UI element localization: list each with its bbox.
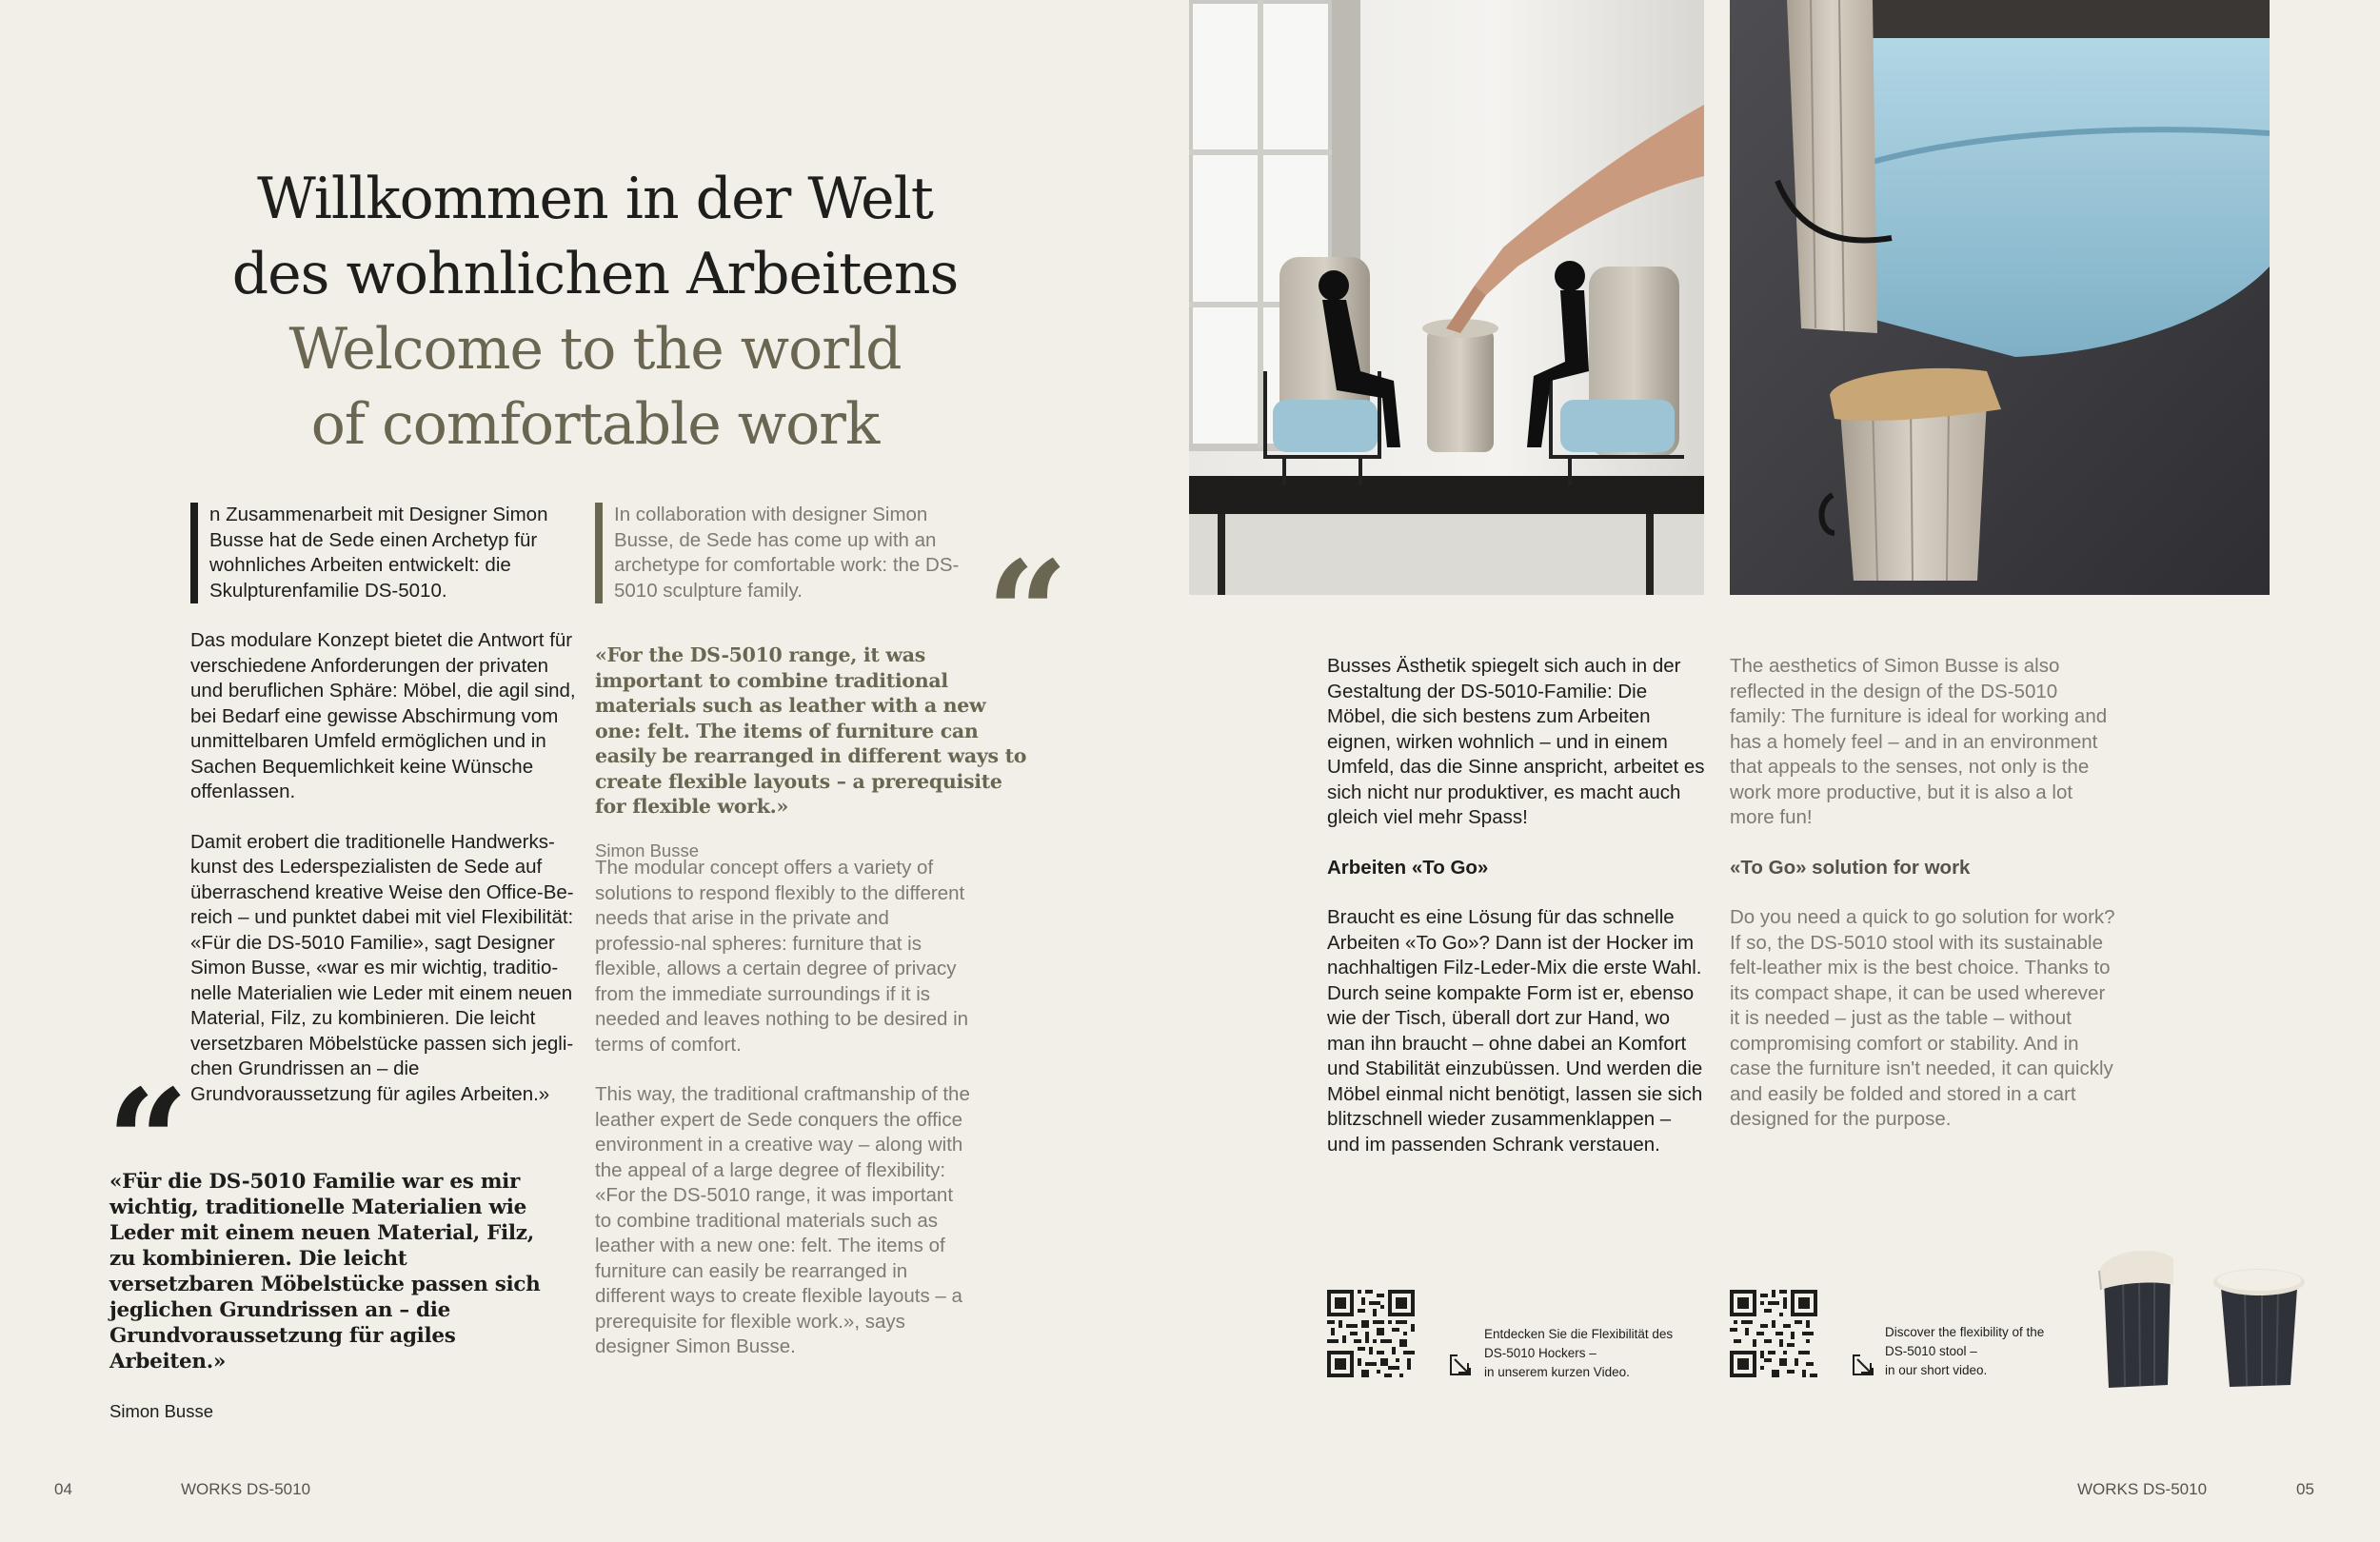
left-german-column: [190, 503, 576, 1132]
video-caption-de[interactable]: [1484, 1325, 1703, 1382]
paragraph-right-de-2: Braucht es eine Lösung für das schnelle Arbeiten «To Go»? Dann ist der Hocker im nachhaltigen Filz-Leder-Mix die erste Wahl. Durch seine kompakte Form ist er, ebenso wie der Tisch, überall dort zur Hand, wo man ihn braucht – ohne dabei an Komfort und Stabilität einzubüssen. Und werden die Möbel einmal nicht benötigt, lassen sie sich blitzschnell wieder zusammenklappen – und im passenden Schrank verstauen.: [1327, 906, 1703, 1156]
running-title-right: WORKS DS-5010: [2077, 1480, 2208, 1498]
left-english-column-body: [595, 856, 971, 1385]
qr-code-en-icon[interactable]: [1730, 1290, 1817, 1377]
quote-mark-en-icon: “: [986, 557, 1069, 642]
running-title-left: WORKS DS-5010: [181, 1480, 311, 1498]
paragraph-de-2: Das modulare Konzept bietet die Antwort für verschiedene Anforderungen der privaten und beruflichen Sphäre: Möbel, die agil sind, bei Bedarf eine gewisse Abschirmung vom unmittelbaren Umfeld ermöglichen und in Sachen Bequemlichkeit keine Wünsche offenlassen.: [190, 629, 576, 802]
video-caption-de-line2: DS-5010 Hockers –: [1484, 1346, 1597, 1360]
right-english-column: [1730, 654, 2115, 1157]
subhead-right-en: «To Go» solution for work: [1730, 856, 1971, 879]
right-german-column: [1327, 654, 1708, 1182]
photo-hand-placing-models: [1189, 0, 1704, 595]
external-link-arrow-icon[interactable]: [1447, 1352, 1474, 1378]
qr-code-de-icon[interactable]: [1327, 1290, 1415, 1377]
headline-de-line1: Willkommen in der Welt: [257, 166, 933, 232]
page-number-left: 04: [54, 1480, 72, 1498]
headline-en-line2: of comfortable work: [310, 391, 880, 458]
product-image-stool-open: [2207, 1261, 2311, 1390]
lead-paragraph-en: In collaboration with designer Simon Busse, de Sede has come up with an archetype for comfortable work: the DS-5010 sculpture family.: [595, 503, 971, 603]
video-caption-en-line2: DS-5010 stool –: [1885, 1344, 1977, 1358]
video-caption-en-line1: Discover the flexibility of the: [1885, 1325, 2045, 1339]
subhead-right-de: Arbeiten «To Go»: [1327, 856, 1489, 879]
page-headline: [171, 162, 1019, 463]
lead-paragraph-de: n Zusammenarbeit mit Designer Simon Busse hat de Sede einen Archetyp für wohnliches Arbeiten entwickelt: die Skulpturenfamilie DS-5010.: [190, 503, 576, 603]
left-english-column: [595, 503, 971, 628]
paragraph-right-en-1: The aesthetics of Simon Busse is also reflected in the design of the DS-5010 family: The furniture is ideal for working and has a homely feel – and in an environment that appeals to the senses, not only is the work more productive, but it is also a lot more fun!: [1730, 655, 2108, 828]
headline-de-line2: des wohnlichen Arbeitens: [231, 241, 959, 307]
page-number-right: 05: [2296, 1480, 2314, 1498]
video-caption-de-line1: Entdecken Sie die Flexibilität des: [1484, 1327, 1674, 1341]
photo-stool-closeup: [1730, 0, 2270, 595]
pull-quote-en-text: «For the DS-5010 range, it was important to combine traditional materials such as leather with a new one: felt. The items of furniture can easily be rearranged in different ways to create flexible layouts – a prerequisite for flexible work.»: [595, 643, 1027, 818]
pull-quote-de-author: Simon Busse: [109, 1401, 213, 1421]
headline-en-line1: Welcome to the world: [288, 316, 902, 383]
pull-quote-en-author: Simon Busse: [595, 840, 699, 860]
video-caption-de-line3: in unserem kurzen Video.: [1484, 1365, 1630, 1379]
paragraph-en-2: The modular concept offers a variety of solutions to respond flexibly to the different needs that arise in the private and professio-nal spheres: furniture that is flexible, allows a certain degree of privacy from the immediate surroundings if it is needed and leaves nothing to be desired in terms of comfort.: [595, 857, 969, 1056]
paragraph-en-3: This way, the traditional craftmanship of the leather expert de Sede conquers the office environment in a creative way – along with the appeal of a large degree of flexibility: «For the DS-5010 range, it was important to combine traditional materials such as leather with a new one: felt. The items of furniture can easily be rearranged in different ways to create flexible layouts – a prerequisite for flexible work.», says designer Simon Busse.: [595, 1083, 970, 1357]
paragraph-right-de-1: Busses Ästhetik spiegelt sich auch in der Gestaltung der DS-5010-Familie: Die Möbel, die sich bestens zum Arbeiten eignen, wirken wohnlich – und in einem Umfeld, das die Sinne anspricht, arbeitet es sich nicht nur produktiver, es macht auch gleich viel mehr Spass!: [1327, 655, 1705, 828]
quote-mark-de-icon: “: [107, 1085, 189, 1171]
pull-quote-de: [109, 1169, 557, 1422]
video-caption-en[interactable]: [1885, 1323, 2085, 1380]
pull-quote-en: [595, 642, 1028, 861]
video-caption-en-line3: in our short video.: [1885, 1363, 1988, 1377]
paragraph-de-3: Damit erobert die traditionelle Handwerks-kunst des Lederspezialisten de Sede auf überraschend kreative Weise den Office-Be-reich – und punktet dabei mit viel Flexibilität: «Für die DS-5010 Familie», sagt Designer Simon Busse, «war es mir wichtig, traditio-nelle Materialien wie Leder mit einem neuen Material, Filz, zu kombinieren. Die leicht versetzbaren Möbelstücke passen sich jegli-chen Grundrissen an – die Grundvoraussetzung für agiles Arbeiten.»: [190, 830, 574, 1105]
paragraph-right-en-2: Do you need a quick to go solution for work? If so, the DS-5010 stool with its sustainable felt-leather mix is the best choice. Thanks to its compact shape, it can be used wherever it is needed – just as the table – without compromising comfort or stability. And in case the furniture isn't needed, it can quickly and easily be folded and stored in a cart designed for the purpose.: [1730, 906, 2115, 1130]
external-link-arrow-icon[interactable]: [1850, 1352, 1876, 1378]
product-image-stool-folded: [2090, 1247, 2185, 1390]
pull-quote-de-text: «Für die DS-5010 Familie war es mir wichtig, traditionelle Materialien wie Leder mit einem neuen Material, Filz, zu kombinieren. Die leicht versetzbaren Möbelstücke passen sich jeglichen Grundrissen an – die Grundvoraussetzung für agiles Arbeiten.»: [109, 1170, 541, 1374]
